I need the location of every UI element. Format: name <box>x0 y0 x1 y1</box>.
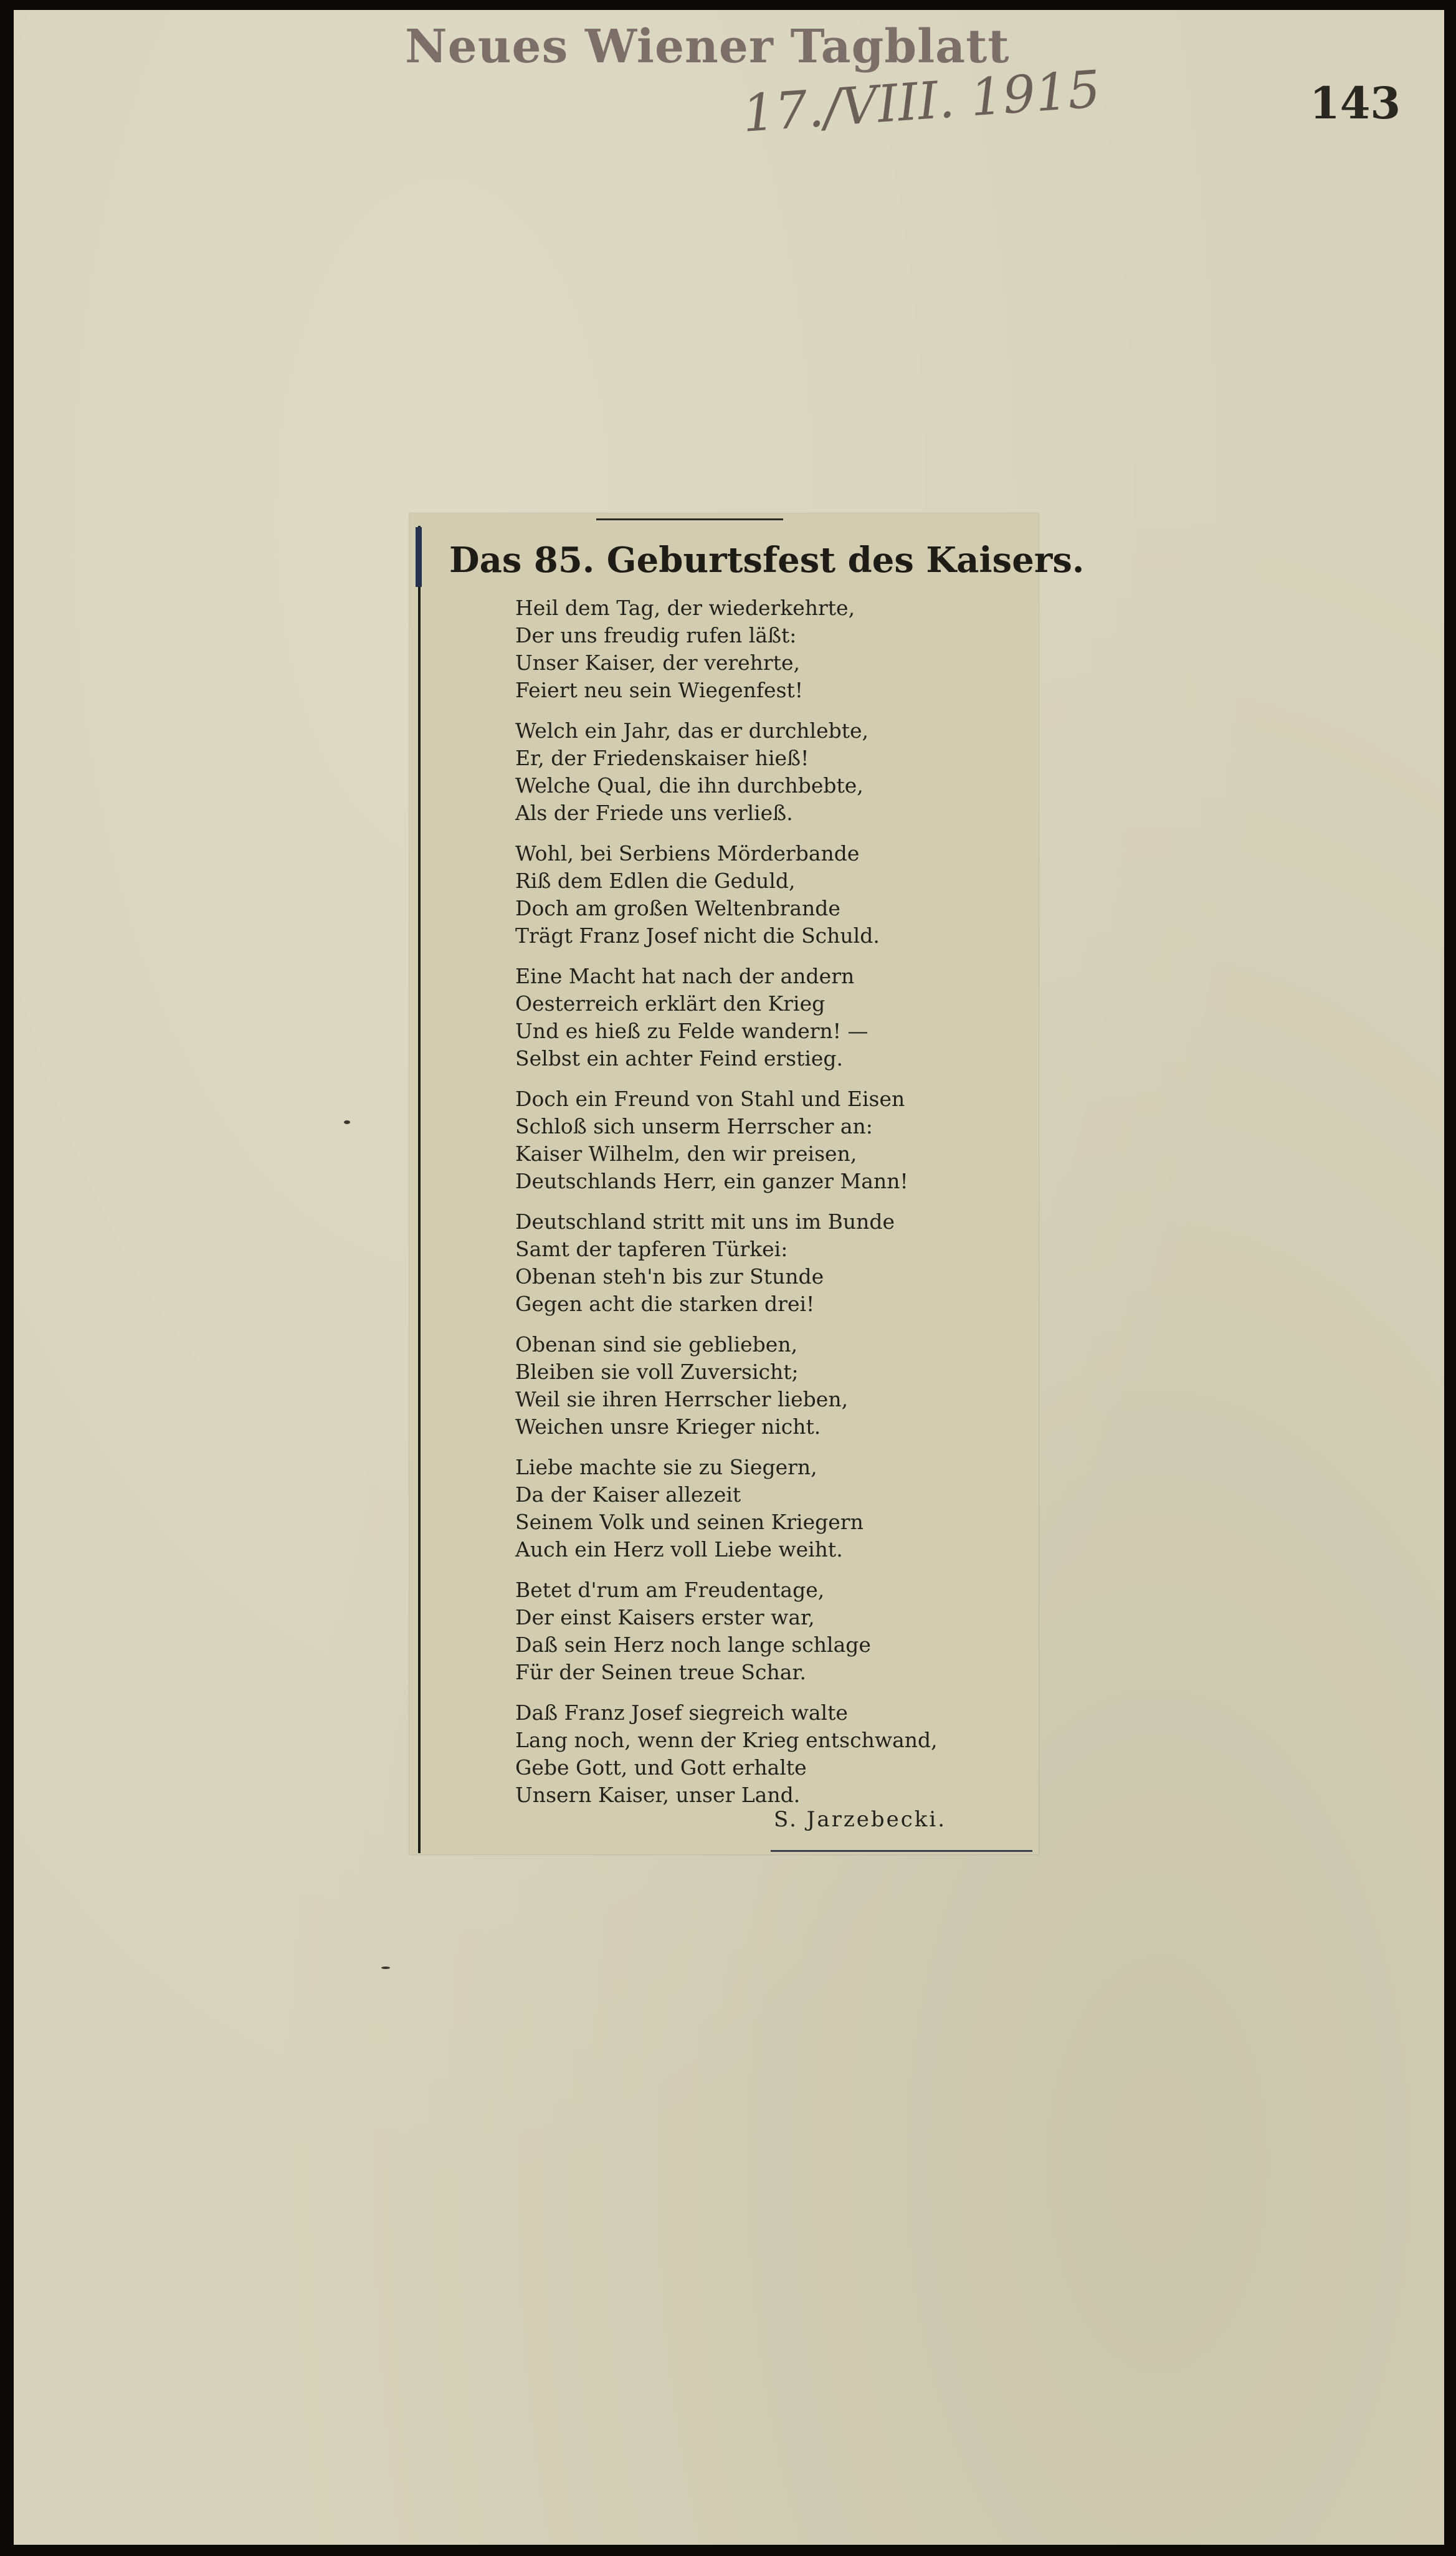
poem-line: Weichen unsre Krieger nicht. <box>515 1414 821 1439</box>
poem-line: Als der Friede uns verließ. <box>515 801 793 825</box>
poem-line: Unsern Kaiser, unser Land. <box>515 1783 801 1807</box>
poem-line: Obenan sind sie geblieben, <box>515 1332 798 1357</box>
pencil-mark <box>416 527 422 587</box>
poem-line: Samt der tapferen Türkei: <box>515 1237 788 1261</box>
stanza <box>515 1454 1014 1576</box>
poem-line: Lang noch, wenn der Krieg entschwand, <box>515 1728 938 1752</box>
poem-line: Daß Franz Josef siegreich walte <box>515 1700 848 1725</box>
poem-line: Liebe machte sie zu Siegern, <box>515 1455 817 1479</box>
poem-line: Doch am großen Weltenbrande <box>515 896 840 920</box>
poem-line: Deutschland stritt mit uns im Bunde <box>515 1209 895 1234</box>
poem-title: Das 85. Geburtsfest des Kaisers. <box>449 540 1085 581</box>
top-rule <box>596 518 783 520</box>
poem-line: Weil sie ihren Herrscher lieben, <box>515 1387 849 1411</box>
poem-line: Feiert neu sein Wiegenfest! <box>515 678 804 702</box>
poem-line: Oesterreich erklärt den Krieg <box>515 991 826 1016</box>
poem-line: Heil dem Tag, der wiederkehrte, <box>515 596 855 620</box>
poem-body <box>515 594 1014 1822</box>
poem-line: Riß dem Edlen die Geduld, <box>515 869 796 893</box>
stanza <box>515 840 1014 963</box>
poem-line: Obenan steh'n bis zur Stunde <box>515 1264 824 1289</box>
poem-line: Schloß sich unserm Herrscher an: <box>515 1114 873 1138</box>
stanza <box>515 1085 1014 1208</box>
poem-line: Auch ein Herz voll Liebe weiht. <box>515 1537 843 1562</box>
poem-line: Gebe Gott, und Gott erhalte <box>515 1755 807 1780</box>
newspaper-clipping <box>409 513 1085 1854</box>
poem-line: Gegen acht die starken drei! <box>515 1292 815 1316</box>
stanza <box>515 963 1014 1085</box>
poem-line: Deutschlands Herr, ein ganzer Mann! <box>515 1169 908 1193</box>
poem-line: Selbst ein achter Feind erstieg. <box>515 1046 844 1071</box>
poem-line: Der einst Kaisers erster war, <box>515 1605 815 1629</box>
poem-line: Eine Macht hat nach der andern <box>515 964 855 988</box>
poem-line: Daß sein Herz noch lange schlage <box>515 1633 871 1657</box>
poem-line: Wohl, bei Serbiens Mörderbande <box>515 841 860 866</box>
poem-line: Bleiben sie voll Zuversicht; <box>515 1360 799 1384</box>
poem-line: Da der Kaiser allezeit <box>515 1482 741 1507</box>
bottom-rule <box>771 1850 1032 1852</box>
poem-line: Betet d'rum am Freudentage, <box>515 1578 825 1602</box>
left-rule <box>418 526 421 1853</box>
poem-line: Welch ein Jahr, das er durchlebte, <box>515 718 869 743</box>
poem-line: Doch ein Freund von Stahl und Eisen <box>515 1087 905 1111</box>
page-number: 143 <box>1310 77 1401 129</box>
poem-line: Der uns freudig rufen läßt: <box>515 623 797 647</box>
handwritten-date: 17./VIII. 1915 <box>740 59 1103 144</box>
poem-line: Für der Seinen treue Schar. <box>515 1660 807 1684</box>
poem-line: Trägt Franz Josef nicht die Schuld. <box>515 923 880 948</box>
newspaper-stamp: Neues Wiener Tagblatt <box>405 20 1010 74</box>
paper-fleck <box>381 1967 390 1969</box>
author-signature: S. Jarzebecki. <box>774 1807 947 1832</box>
poem-line: Seinem Volk und seinen Kriegern <box>515 1510 864 1534</box>
poem-line: Welche Qual, die ihn durchbebte, <box>515 773 864 798</box>
paper-fleck <box>344 1120 350 1124</box>
archive-sheet <box>14 10 1444 2545</box>
stanza <box>515 1331 1014 1454</box>
stanza <box>515 717 1014 840</box>
poem-line: Kaiser Wilhelm, den wir preisen, <box>515 1142 857 1166</box>
poem-line: Er, der Friedenskaiser hieß! <box>515 746 809 770</box>
stanza <box>515 1576 1014 1699</box>
stanza <box>515 1699 1014 1822</box>
stanza <box>515 594 1014 717</box>
poem-line: Unser Kaiser, der verehrte, <box>515 651 800 675</box>
stanza <box>515 1208 1014 1331</box>
poem-line: Und es hieß zu Felde wandern! — <box>515 1019 868 1043</box>
